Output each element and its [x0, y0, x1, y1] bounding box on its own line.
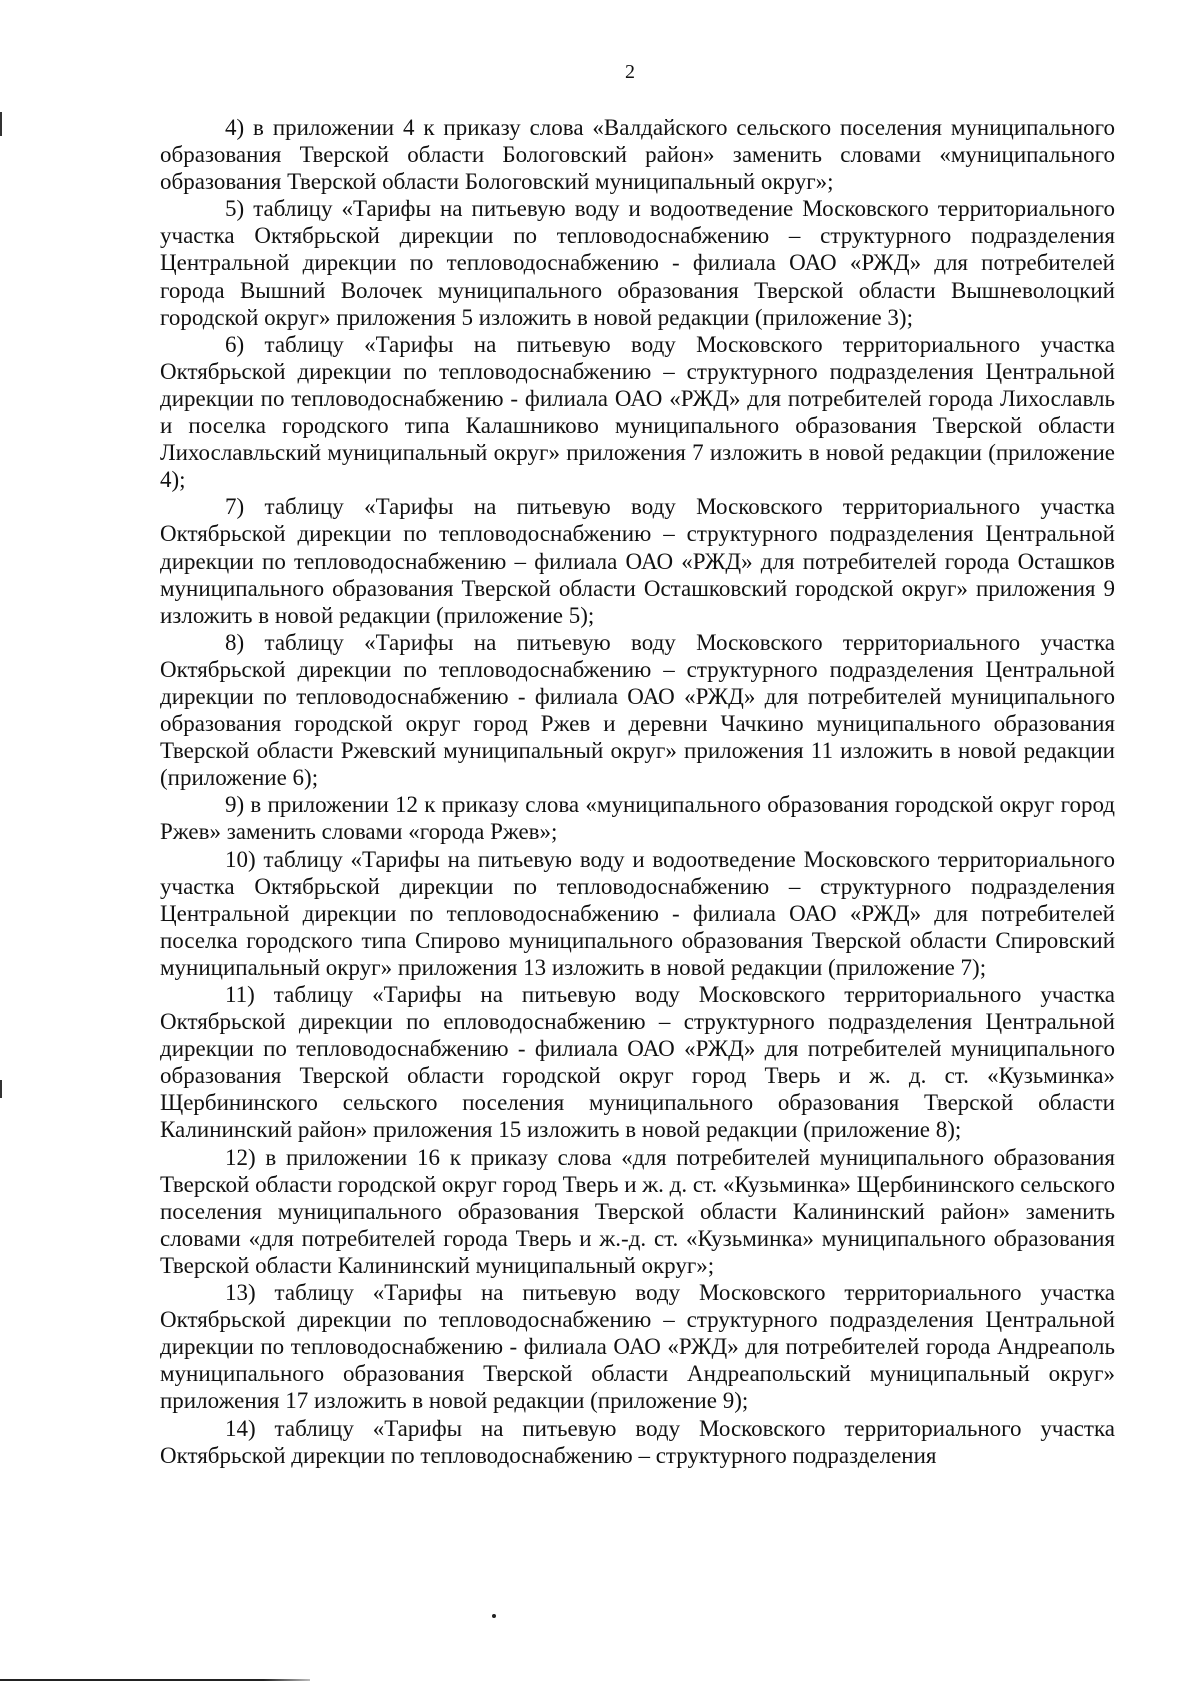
paragraph-item-13: 13) таблицу «Тарифы на питьевую воду Московского территориального участка Октябрьской дирекции по тепловодоснабжению – структурного подразделения Центральной дирекции по тепловодоснабжению - филиала ОАО «РЖД» для потребителей города Андреаполь муниципального образования Тверской области Андреапольский муниципальный округ» приложения 17 изложить в новой редакции (приложение 9);	[160, 1280, 1115, 1414]
scan-speck	[492, 1614, 496, 1618]
paragraph-item-4: 4) в приложении 4 к приказу слова «Валдайского сельского поселения муниципального образования Тверской области Бологовский район» заменить словами «муниципального образования Тверской области Бологовский муниципальный округ»;	[160, 115, 1115, 195]
paragraph-item-8: 8) таблицу «Тарифы на питьевую воду Московского территориального участка Октябрьской дирекции по тепловодоснабжению – структурного подразделения Центральной дирекции по тепловодоснабжению - филиала ОАО «РЖД» для потребителей муниципального образования городской округ город Ржев и деревни Чачкино муниципального образования Тверской области Ржевский муниципальный округ» приложения 11 изложить в новой редакции (приложение 6);	[160, 629, 1115, 791]
paragraph-item-14: 14) таблицу «Тарифы на питьевую воду Московского территориального участка Октябрьской дирекции по тепловодоснабжению – структурного подразделения	[160, 1415, 1115, 1468]
scan-edge-mark	[0, 1080, 2, 1098]
paragraph-item-11: 11) таблицу «Тарифы на питьевую воду Московского территориального участка Октябрьской дирекции по епловодоснабжению – структурного подразделения Центральной дирекции по тепловодоснабжению - филиала ОАО «РЖД» для потребителей муниципального образования Тверской области городской округ город Тверь и ж. д. ст. «Кузьминка» Щербининского сельского поселения муниципального образования Тверской области Калининский район» приложения 15 изложить в новой редакции (приложение 8);	[160, 982, 1115, 1143]
footer-rule	[0, 1679, 310, 1681]
paragraph-item-7: 7) таблицу «Тарифы на питьевую воду Московского территориального участка Октябрьской дирекции по тепловодоснабжению – структурного подразделения Центральной дирекции по тепловодоснабжению – филиала ОАО «РЖД» для потребителей города Осташков муниципального образования Тверской области Осташковский городской округ» приложения 9 изложить в новой редакции (приложение 5);	[160, 494, 1115, 628]
paragraph-item-5: 5) таблицу «Тарифы на питьевую воду и водоотведение Московского территориального участка Октябрьской дирекции по тепловодоснабжению – структурного подразделения Центральной дирекции по тепловодоснабжению - филиала ОАО «РЖД» для потребителей города Вышний Волочек муниципального образования Тверской области Вышневолоцкий городской округ» приложения 5 изложить в новой редакции (приложение 3);	[160, 196, 1115, 330]
paragraph-item-12: 12) в приложении 16 к приказу слова «для потребителей муниципального образования Тверской области городской округ город Тверь и ж. д. ст. «Кузьминка» Щербининского сельского поселения муниципального образования Тверской области Калининский район» заменить словами «для потребителей города Тверь и ж.-д. ст. «Кузьминка» муниципального образования Тверской области Калининский муниципальный округ»;	[160, 1144, 1115, 1278]
paragraph-item-9: 9) в приложении 12 к приказу слова «муниципального образования городской округ город Ржев» заменить словами «города Ржев»;	[160, 792, 1115, 845]
scan-edge-mark	[0, 112, 2, 136]
document-body	[160, 114, 1115, 1469]
page-number: 2	[625, 61, 635, 83]
paragraph-item-10: 10) таблицу «Тарифы на питьевую воду и водоотведение Московского территориального участка Октябрьской дирекции по тепловодоснабжению – структурного подразделения Центральной дирекции по тепловодоснабжению - филиала ОАО «РЖД» для потребителей поселка городского типа Спирово муниципального образования Тверской области Спировский муниципальный округ» приложения 13 изложить в новой редакции (приложение 7);	[160, 846, 1115, 980]
paragraph-item-6: 6) таблицу «Тарифы на питьевую воду Московского территориального участка Октябрьской дирекции по тепловодоснабжению – структурного подразделения Центральной дирекции по тепловодоснабжению - филиала ОАО «РЖД» для потребителей города Лихославль и поселка городского типа Калашниково муниципального образования Тверской области Лихославльский муниципальный округ» приложения 7 изложить в новой редакции (приложение 4);	[160, 331, 1115, 493]
